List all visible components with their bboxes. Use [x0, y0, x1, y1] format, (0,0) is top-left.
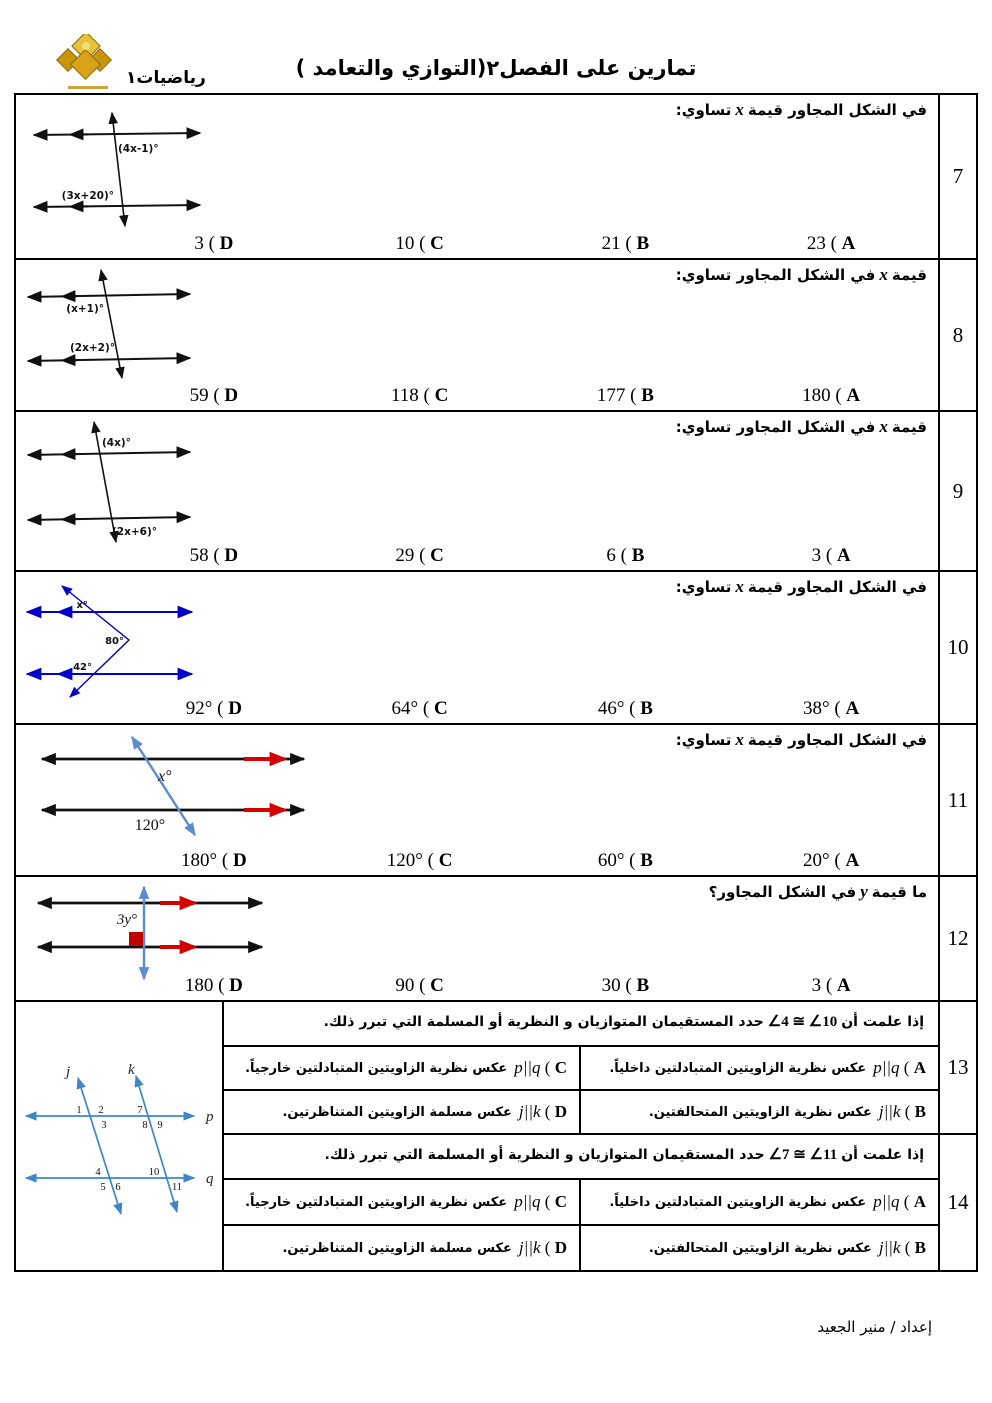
option-tag: p||q ( C	[514, 1192, 567, 1211]
answer-option-a[interactable]: 180 ( A	[802, 385, 861, 406]
math-variable: x	[879, 265, 888, 284]
question-8-text	[674, 265, 929, 285]
question-text-after: تساوي:	[675, 578, 732, 596]
question-8-content	[16, 260, 938, 410]
question-text-after: تساوي:	[675, 731, 732, 749]
answer-option-c[interactable]: 29 ( C	[395, 545, 444, 566]
option-d[interactable]	[224, 1226, 581, 1270]
question-11-text	[674, 730, 929, 750]
question-text-before: ما قيمة	[871, 883, 927, 901]
answer-option-c[interactable]: 120° ( C	[386, 850, 453, 871]
question-7-text	[674, 100, 929, 120]
parallel-line-bottom	[28, 358, 190, 361]
option-description: عكس نظرية الزاويتين المتبادلتين خارجياً.	[245, 1060, 508, 1076]
angle-number-3: 3	[101, 1120, 107, 1131]
question-row-8	[16, 260, 976, 412]
option-description: عكس نظرية الزاويتين المتحالفتين.	[648, 1104, 872, 1120]
question-number: 8	[938, 260, 976, 410]
mcq-diagram-cell	[16, 1002, 224, 1270]
question-text-after: في الشكل المجاور تساوي:	[675, 418, 876, 436]
transversal-line	[101, 270, 122, 378]
angle-label-80: 80°	[105, 636, 124, 647]
question-text-before: في الشكل المجاور قيمة	[747, 731, 927, 749]
q9-parallel-lines-diagram	[24, 418, 214, 548]
answer-option-b[interactable]: 177 ( B	[596, 385, 654, 406]
parallel-mark-arrow-bottom	[62, 360, 80, 361]
question-9-text	[674, 417, 929, 437]
question-number: 10	[938, 572, 976, 723]
angle-number-9: 9	[157, 1120, 163, 1131]
right-angle-marker	[129, 932, 143, 946]
logo-caption-line	[68, 86, 108, 89]
question-11-content	[16, 725, 938, 875]
answer-option-a[interactable]: 3 ( A	[811, 975, 851, 996]
answer-option-c[interactable]: 64° ( C	[391, 698, 448, 719]
q7-parallel-lines-diagram	[26, 109, 216, 231]
option-tag: j||k ( D	[518, 1238, 567, 1257]
question-10-text	[674, 577, 929, 597]
question-14-statement	[224, 1135, 938, 1180]
label-k: k	[128, 1064, 135, 1078]
question-12-content	[16, 877, 938, 1000]
option-a[interactable]	[581, 1047, 938, 1091]
logo-emblem	[82, 42, 90, 50]
math-variable: x	[879, 417, 888, 436]
answer-option-c[interactable]: 118 ( C	[390, 385, 449, 406]
option-c[interactable]	[224, 1047, 581, 1091]
question-row-9	[16, 412, 976, 572]
parallel-line-bottom	[34, 205, 200, 207]
question-10-content	[16, 572, 938, 723]
option-tag: p||q ( C	[514, 1058, 567, 1077]
questions-table	[14, 93, 978, 1272]
math-variable: x	[735, 100, 744, 119]
statement-before: إذا علمت أن	[841, 1014, 924, 1030]
statement-after: حدد المستقيمان المتوازيان و النظرية أو المسلمة التي تبرر ذلك.	[323, 1014, 764, 1030]
answer-option-d[interactable]: 58 ( D	[189, 545, 239, 566]
question-row-10	[16, 572, 976, 725]
parallel-line-top	[28, 452, 190, 455]
author-credit: إعداد / منير الجعيد	[817, 1318, 932, 1336]
option-description: عكس نظرية الزاويتين المتبادلتين داخلياً.	[609, 1194, 867, 1210]
q10-zigzag-diagram	[22, 580, 227, 702]
question-row-11	[16, 725, 976, 877]
answer-option-a[interactable]: 3 ( A	[811, 545, 851, 566]
transversal-line	[112, 113, 125, 226]
statement-after: حدد المستقيمان المتوازيان و النظرية أو المسلمة التي تبرر ذلك.	[324, 1147, 765, 1163]
question-text-before: في الشكل المجاور قيمة	[747, 101, 927, 119]
answer-option-a[interactable]: 20° ( A	[803, 850, 860, 871]
angle-label-top: (4x-1)°	[118, 143, 159, 155]
label-j: j	[66, 1064, 71, 1080]
answer-option-d[interactable]: 180° ( D	[181, 850, 247, 871]
question-number: 9	[938, 412, 976, 570]
statement-before: إذا علمت أن	[841, 1147, 924, 1163]
angle-label-bottom: (2x+2)°	[69, 342, 115, 354]
option-b[interactable]	[581, 1091, 938, 1133]
question-number: 11	[938, 725, 976, 875]
parallel-mark-arrow-bottom	[62, 519, 80, 520]
angle-label-x: x°	[76, 600, 88, 611]
question-text-before: في الشكل المجاور قيمة	[747, 578, 927, 596]
question-12-text	[707, 882, 929, 902]
question-13-statement	[224, 1002, 938, 1047]
answer-option-b[interactable]: 46° ( B	[597, 698, 653, 719]
answer-option-a[interactable]: 38° ( A	[803, 698, 860, 719]
question-text-after: في الشكل المجاور تساوي:	[675, 266, 876, 284]
angle-label-bottom: (2x+6)°	[112, 526, 158, 538]
mcq-questions-column	[224, 1002, 976, 1270]
angle-number-10: 10	[148, 1167, 160, 1178]
q8-parallel-lines-diagram	[24, 266, 214, 384]
angle-number-5: 5	[100, 1182, 106, 1193]
line-k	[136, 1076, 177, 1212]
label-p: p	[206, 1109, 214, 1125]
answer-option-c[interactable]: 10 ( C	[395, 233, 444, 254]
line-j	[78, 1078, 121, 1214]
angle-label-42: 42°	[73, 662, 92, 673]
option-d[interactable]	[224, 1091, 581, 1133]
answer-option-b[interactable]: 60° ( B	[597, 850, 653, 871]
parallel-line-bottom	[28, 517, 190, 520]
angle-relation: ∠4 ≅ ∠10	[767, 1014, 838, 1030]
answers-row	[111, 698, 934, 720]
question-row-12	[16, 877, 976, 1002]
questions-13-14-block	[16, 1002, 976, 1270]
question-row-7	[16, 95, 976, 260]
answer-option-b[interactable]: 30 ( B	[601, 975, 650, 996]
option-tag: j||k ( D	[518, 1102, 567, 1121]
question-text-after: في الشكل المجاور؟	[708, 883, 857, 901]
parallel-line-top	[34, 133, 200, 135]
option-c[interactable]	[224, 1180, 581, 1226]
jkpq-diagram	[18, 1064, 222, 1229]
option-tag: p||q ( A	[873, 1058, 926, 1077]
question-number: 13	[938, 1002, 976, 1133]
option-b[interactable]	[581, 1226, 938, 1270]
angle-number-1: 1	[76, 1105, 82, 1116]
logo-text: رياضيات١	[126, 68, 206, 88]
question-7-content	[16, 95, 938, 258]
question-number: 14	[938, 1135, 976, 1270]
answers-row	[111, 545, 934, 567]
option-tag: j||k ( B	[878, 1102, 926, 1121]
answer-option-d[interactable]: 180 ( D	[184, 975, 243, 996]
question-13	[224, 1002, 976, 1135]
answer-option-c[interactable]: 90 ( C	[395, 975, 444, 996]
option-description: عكس نظرية الزاويتين المتحالفتين.	[648, 1240, 872, 1256]
angle-label-top: (x+1)°	[66, 303, 104, 315]
answers-row	[111, 975, 934, 997]
answers-row	[111, 233, 934, 255]
option-tag: p||q ( A	[873, 1192, 926, 1211]
question-text-before: قيمة	[891, 418, 927, 436]
q12-perpendicular-diagram	[32, 883, 277, 983]
answer-option-b[interactable]: 6 ( B	[606, 545, 645, 566]
math-variable: x	[735, 730, 744, 749]
label-q: q	[206, 1171, 214, 1187]
answer-option-b[interactable]: 21 ( B	[601, 233, 650, 254]
question-14-options	[224, 1180, 938, 1270]
question-13-options	[224, 1047, 938, 1133]
parallel-mark-arrow-top	[62, 296, 80, 297]
question-text-after: تساوي:	[675, 101, 732, 119]
angle-label-top: (4x)°	[102, 437, 131, 449]
angle-number-11: 11	[171, 1182, 183, 1193]
page-title: تمارين على الفصل٢(التوازي والتعامد )	[295, 56, 697, 80]
q11-parallel-lines-diagram	[32, 733, 337, 853]
angle-number-8: 8	[142, 1120, 148, 1131]
angle-label-x: x°	[158, 768, 172, 785]
parallel-line-top	[28, 294, 190, 297]
question-13-main	[224, 1002, 938, 1133]
answer-option-d[interactable]: 92° ( D	[185, 698, 242, 719]
math-variable: y	[860, 882, 868, 901]
answer-option-a[interactable]: 23 ( A	[806, 233, 856, 254]
option-description: عكس نظرية الزاويتين المتبادلتين خارجياً.	[245, 1194, 508, 1210]
angle-number-7: 7	[137, 1105, 143, 1116]
option-description: عكس نظرية الزاويتين المتبادلتين داخلياً.	[609, 1060, 867, 1076]
answer-option-d[interactable]: 59 ( D	[189, 385, 239, 406]
answers-row	[111, 385, 934, 407]
angle-label-3y: 3y°	[116, 912, 137, 928]
question-number: 12	[938, 877, 976, 1000]
question-14	[224, 1135, 976, 1270]
parallel-mark-arrow-top	[62, 454, 80, 455]
question-number: 7	[938, 95, 976, 258]
angle-relation: ∠7 ≅ ∠11	[768, 1147, 838, 1163]
angle-number-4: 4	[95, 1167, 101, 1178]
math-variable: x	[735, 577, 744, 596]
option-tag: j||k ( B	[878, 1238, 926, 1257]
option-description: عكس مسلمة الزاويتين المتناظرتين.	[282, 1104, 512, 1120]
question-14-main	[224, 1135, 938, 1270]
angle-label-bottom: (3x+20)°	[61, 190, 114, 202]
question-text-before: قيمة	[891, 266, 927, 284]
option-a[interactable]	[581, 1180, 938, 1226]
option-description: عكس مسلمة الزاويتين المتناظرتين.	[282, 1240, 512, 1256]
answers-row	[111, 850, 934, 872]
angle-number-6: 6	[115, 1182, 121, 1193]
angle-label-120: 120°	[134, 817, 166, 834]
question-9-content	[16, 412, 938, 570]
angle-number-2: 2	[98, 1105, 104, 1116]
answer-option-d[interactable]: 3 ( D	[194, 233, 234, 254]
